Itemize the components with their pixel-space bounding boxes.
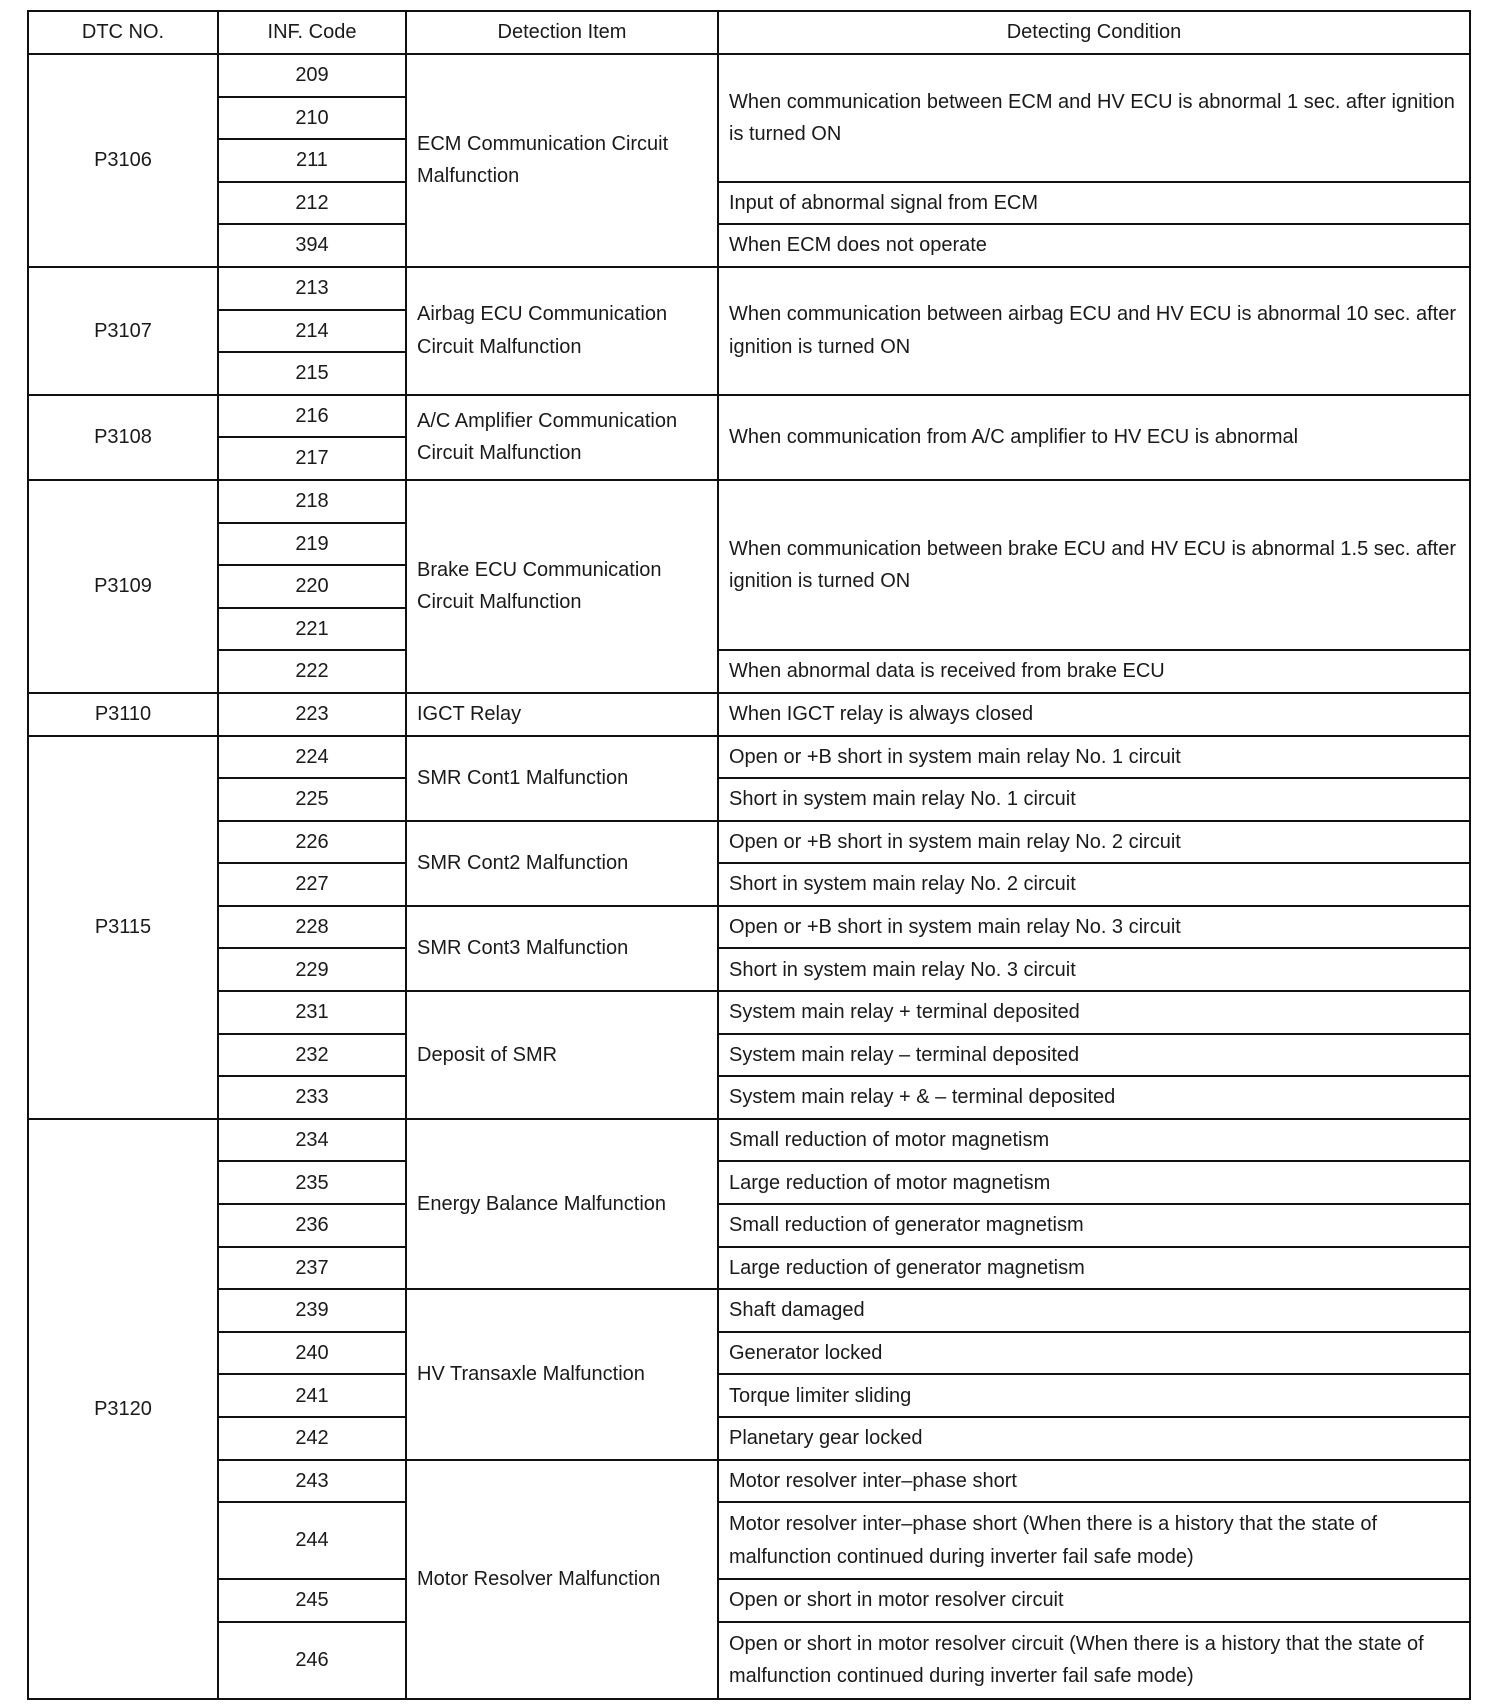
table-row [28,54,1470,97]
dtc-number: P3109 [28,480,218,693]
inf-code: 240 [218,1332,406,1375]
table-body [28,54,1470,1699]
inf-code: 213 [218,267,406,310]
detecting-condition: Generator locked [718,1332,1470,1375]
detecting-condition: Small reduction of motor magnetism [718,1119,1470,1162]
inf-code: 228 [218,906,406,949]
inf-code: 237 [218,1247,406,1290]
detecting-condition: When communication between airbag ECU and HV ECU is abnormal 10 sec. after ignition is turned ON [718,267,1470,395]
detecting-condition: System main relay – terminal deposited [718,1034,1470,1077]
detection-item: SMR Cont3 Malfunction [406,906,718,991]
detecting-condition: Short in system main relay No. 1 circuit [718,778,1470,821]
detecting-condition: When communication between brake ECU and HV ECU is abnormal 1.5 sec. after ignition is turned ON [718,480,1470,650]
inf-code: 229 [218,948,406,991]
inf-code: 236 [218,1204,406,1247]
detection-item: IGCT Relay [406,693,718,736]
table-row [28,736,1470,779]
table-row [28,1289,1470,1332]
detection-item: SMR Cont1 Malfunction [406,736,718,821]
document-page [27,10,1469,1690]
inf-code: 239 [218,1289,406,1332]
table-row [28,778,1470,821]
detecting-condition: Short in system main relay No. 3 circuit [718,948,1470,991]
detecting-condition: Torque limiter sliding [718,1374,1470,1417]
inf-code: 216 [218,395,406,438]
detecting-condition: When ECM does not operate [718,224,1470,267]
detecting-condition: When abnormal data is received from brake ECU [718,650,1470,693]
inf-code: 233 [218,1076,406,1119]
table-row [28,480,1470,523]
detecting-condition: Large reduction of motor magnetism [718,1161,1470,1204]
inf-code: 223 [218,693,406,736]
detecting-condition: Motor resolver inter–phase short [718,1460,1470,1503]
inf-code: 234 [218,1119,406,1162]
detecting-condition: Open or +B short in system main relay No. 1 circuit [718,736,1470,779]
inf-code: 245 [218,1579,406,1622]
detecting-condition: Open or short in motor resolver circuit (When there is a history that the state of malfunction continued during inverter fail safe mode) [718,1622,1470,1699]
detecting-condition: Motor resolver inter–phase short (When there is a history that the state of malfunction continued during inverter fail safe mode) [718,1502,1470,1579]
table-row [28,1332,1470,1375]
table-row [28,650,1470,693]
table-row [28,224,1470,267]
table-row [28,1622,1470,1699]
inf-code: 231 [218,991,406,1034]
inf-code: 232 [218,1034,406,1077]
header-row [28,11,1470,54]
inf-code: 225 [218,778,406,821]
inf-code: 224 [218,736,406,779]
inf-code: 209 [218,54,406,97]
detecting-condition: Open or +B short in system main relay No. 3 circuit [718,906,1470,949]
detection-item: Airbag ECU Communication Circuit Malfunction [406,267,718,395]
inf-code: 214 [218,310,406,353]
detecting-condition: Planetary gear locked [718,1417,1470,1460]
table-row [28,1161,1470,1204]
inf-code: 212 [218,182,406,225]
inf-code: 235 [218,1161,406,1204]
header-dtc-no: DTC NO. [28,11,218,54]
detection-item: Brake ECU Communication Circuit Malfunction [406,480,718,693]
detecting-condition: Small reduction of generator magnetism [718,1204,1470,1247]
table-row [28,1204,1470,1247]
detecting-condition: When communication from A/C amplifier to HV ECU is abnormal [718,395,1470,480]
table-row [28,1374,1470,1417]
header-detection-item: Detection Item [406,11,718,54]
detection-item: Motor Resolver Malfunction [406,1460,718,1699]
detection-item: Energy Balance Malfunction [406,1119,718,1289]
inf-code: 241 [218,1374,406,1417]
detecting-condition: Large reduction of generator magnetism [718,1247,1470,1290]
table-row [28,1076,1470,1119]
detecting-condition: When communication between ECM and HV ECU is abnormal 1 sec. after ignition is turned ON [718,54,1470,182]
detection-item: HV Transaxle Malfunction [406,1289,718,1459]
detecting-condition: Open or +B short in system main relay No. 2 circuit [718,821,1470,864]
table-row [28,863,1470,906]
detection-item: A/C Amplifier Communication Circuit Malfunction [406,395,718,480]
dtc-number: P3120 [28,1119,218,1699]
table-row [28,948,1470,991]
inf-code: 210 [218,97,406,140]
dtc-number: P3108 [28,395,218,480]
detection-item: ECM Communication Circuit Malfunction [406,54,718,267]
dtc-number: P3106 [28,54,218,267]
inf-code: 211 [218,139,406,182]
table-row [28,1034,1470,1077]
detection-item: SMR Cont2 Malfunction [406,821,718,906]
detecting-condition: System main relay + & – terminal deposited [718,1076,1470,1119]
header-detecting-condition: Detecting Condition [718,11,1470,54]
dtc-number: P3110 [28,693,218,736]
dtc-number: P3115 [28,736,218,1119]
inf-code: 226 [218,821,406,864]
inf-code: 246 [218,1622,406,1699]
inf-code: 244 [218,1502,406,1579]
table-row [28,1502,1470,1579]
inf-code: 394 [218,224,406,267]
table-row [28,693,1470,736]
detecting-condition: System main relay + terminal deposited [718,991,1470,1034]
detecting-condition: When IGCT relay is always closed [718,693,1470,736]
table-row [28,395,1470,438]
detection-item: Deposit of SMR [406,991,718,1119]
detecting-condition: Open or short in motor resolver circuit [718,1579,1470,1622]
detecting-condition: Short in system main relay No. 2 circuit [718,863,1470,906]
inf-code: 243 [218,1460,406,1503]
inf-code: 218 [218,480,406,523]
inf-code: 242 [218,1417,406,1460]
table-row [28,182,1470,225]
table-row [28,1579,1470,1622]
table-row [28,821,1470,864]
header-inf-code: INF. Code [218,11,406,54]
inf-code: 217 [218,437,406,480]
dtc-table [27,10,1471,1700]
table-row [28,267,1470,310]
table-row [28,1460,1470,1503]
table-row [28,1417,1470,1460]
table-row [28,1119,1470,1162]
dtc-number: P3107 [28,267,218,395]
inf-code: 222 [218,650,406,693]
inf-code: 227 [218,863,406,906]
inf-code: 219 [218,523,406,566]
detecting-condition: Shaft damaged [718,1289,1470,1332]
inf-code: 221 [218,608,406,651]
detecting-condition: Input of abnormal signal from ECM [718,182,1470,225]
table-row [28,1247,1470,1290]
table-row [28,991,1470,1034]
inf-code: 215 [218,352,406,395]
inf-code: 220 [218,565,406,608]
table-row [28,906,1470,949]
